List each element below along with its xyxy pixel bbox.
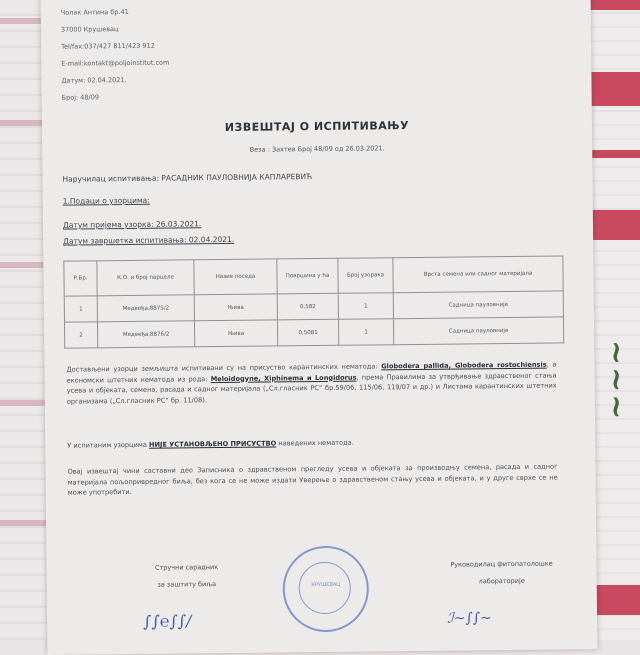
species-economic: Meloidogyne, Xiphinema и Longidorus <box>210 373 357 383</box>
paragraph-result <box>67 436 557 452</box>
handwritten-signature-left: ∫∫℮∫∫∕ <box>143 611 192 631</box>
findings-text: Достављени узорци земљишта испитивани су на присуство карантинских нематода: <box>66 362 378 374</box>
completion-date: Датум завршетка испитивања: 02.04.2021. <box>63 234 235 246</box>
table-cell: 1 <box>64 296 97 322</box>
table-cell: 2 <box>64 322 97 348</box>
signature-right <box>426 555 576 591</box>
letterhead <box>61 4 170 107</box>
section-heading: 1.Подаци о узорцима: <box>62 195 150 206</box>
signature-left-subtitle: за заштиту биља <box>157 580 217 589</box>
col-header: Број узорака <box>338 258 393 294</box>
table-cell: Садница пауловније <box>393 317 563 345</box>
col-header: К.О. и број парцеле <box>97 260 194 296</box>
document-paper <box>41 0 598 655</box>
result-verdict: НИЈЕ УСТАНОВЉЕНО ПРИСУСТВО <box>148 439 277 449</box>
table-cell: Медвеђа,8876/2 <box>97 321 194 348</box>
letterhead-address: Чолак Антина бр.41 <box>60 7 129 17</box>
official-stamp <box>282 545 369 632</box>
table-cell: Медвеђа,8875/2 <box>97 295 194 322</box>
table-cell: Њива <box>194 294 277 321</box>
handwritten-signature-right: ℐ∼∫∫∼ <box>447 610 492 627</box>
table-cell: 0,5081 <box>277 319 338 346</box>
table-cell: 1 <box>338 319 393 346</box>
stamp-text: КРУШЕВАЦ <box>311 581 341 589</box>
table-cell: 1 <box>338 293 393 320</box>
signature-right-title: Руководилац фитопатолошке <box>450 559 553 569</box>
paragraph-findings <box>66 360 556 408</box>
col-header: Површина у ha <box>277 258 338 294</box>
signature-left <box>126 559 246 594</box>
table-header-row <box>64 256 563 296</box>
samples-table <box>63 255 564 348</box>
col-header: Р.Бр. <box>64 261 97 296</box>
table-cell: Њива <box>194 320 277 347</box>
findings-text: , према Правилима за утврђивање здравственог стања усева и објеката, семена, расада и садног материјала („Сл.гласник РС“ бр.59/06, 115/06, 119/07 и др.) и Листама карантинских штетних организама („Сл.гласник РС“ бр. 11/08). <box>66 371 557 406</box>
towel-embroidery: ~~~ <box>599 340 634 422</box>
result-text: У испитаним узорцима <box>67 440 147 450</box>
col-header: Назив поседа <box>194 259 277 295</box>
table-row <box>64 317 563 348</box>
letterhead-phone: Tel/fax:037/427 811/423 912 <box>61 41 155 51</box>
col-header: Врста семена или садног материјала <box>393 256 563 293</box>
paragraph-note: Овај извештај чини саставни део Записника о здравственом прегледу усева и објеката за производњу семена, расада и садног материјала пољопривредног биља, без кога се не може издати Уверење о здравственом стању усева и објеката, и у друге сврхе се не може употребити. <box>67 462 558 497</box>
signature-left-title: Стручни сарадник <box>154 563 219 572</box>
result-text: наведених нематода. <box>278 438 354 448</box>
findings-text: , а економски штетних нематода из рода: <box>66 360 557 385</box>
receipt-date: Датум пријема узорка: 26.03.2021. <box>62 219 202 230</box>
report-title: ИЗВЕШТАЈ О ИСПИТИВАЊУ <box>224 119 410 134</box>
client-line: Наручилац испитивања: РАСАДНИК ПАУЛОВНИЈА КАПЛАРЕВИЋ <box>62 172 313 184</box>
letterhead-email: E-mail:kontakt@poljoinstitut.com <box>61 58 170 68</box>
letterhead-city: 37000 Крушевац <box>60 25 119 34</box>
reference-line: Веза : Захтев Број 48/09 од 26.03.2021. <box>249 144 385 154</box>
table-cell: 0,582 <box>277 293 338 320</box>
species-quarantine: Globodera pallida, Globodera rostochiensis <box>381 360 547 371</box>
signature-right-subtitle: лабораторије <box>478 576 525 586</box>
table-cell: Садница пауловније <box>393 291 563 319</box>
letterhead-number: Број: 48/09 <box>61 93 100 102</box>
letterhead-date: Датум: 02.04.2021. <box>61 76 127 85</box>
